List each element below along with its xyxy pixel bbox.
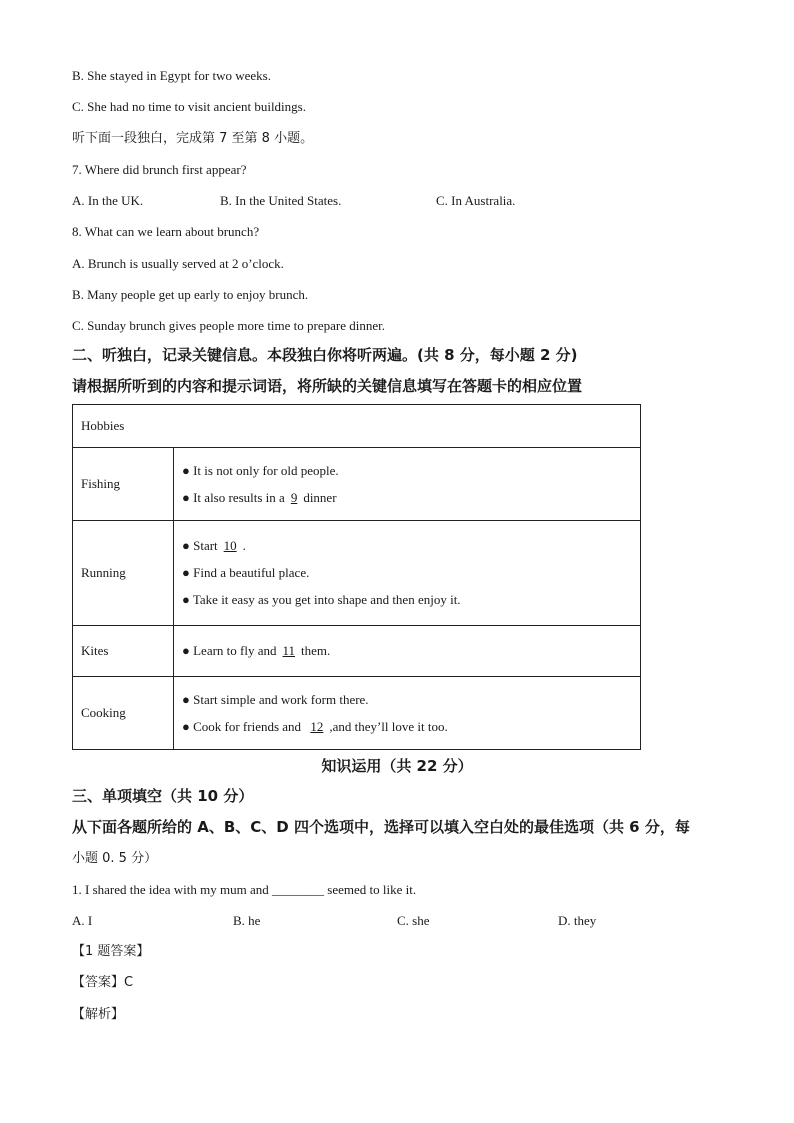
fishing-bullet-2	[182, 489, 632, 507]
answer-label: 【1 题答案】	[72, 944, 150, 959]
kites-bullet-1-text: ● Learn to fly and	[182, 643, 277, 658]
kites-bullet-1	[182, 642, 632, 660]
category-fishing: Fishing	[73, 448, 174, 521]
category-cooking: Cooking	[73, 677, 174, 750]
answer-value: 【答案】C	[72, 975, 134, 990]
running-notes	[174, 521, 641, 626]
section3-instruction-1: 从下面各题所给的 A、B、C、D 四个选项中，选择可以填入空白处的最佳选项（共 6 分，每	[72, 818, 690, 836]
fishing-notes	[174, 448, 641, 521]
blank-12: 12	[310, 718, 324, 734]
analysis-label: 【解析】	[72, 1007, 125, 1022]
q6-option-b: B. She stayed in Egypt for two weeks.	[72, 68, 271, 83]
table-row	[73, 448, 641, 521]
q8-question: 8. What can we learn about brunch?	[72, 224, 260, 239]
q6-option-c: C. She had no time to visit ancient buildings.	[72, 99, 306, 114]
q8-option-b: B. Many people get up early to enjoy brunch.	[72, 287, 309, 302]
q1-option-d: D. they	[558, 913, 597, 928]
q1-option-a: A. I	[72, 913, 93, 928]
cooking-bullet-1: ● Start simple and work form there.	[182, 691, 369, 707]
running-bullet-1-text: ● Start	[182, 538, 218, 553]
q1-question: 1. I shared the idea with my mum and ________ seemed to like it.	[72, 882, 417, 897]
section3-title: 三、单项填空（共 10 分）	[72, 787, 254, 805]
q8-option-c: C. Sunday brunch gives people more time to prepare dinner.	[72, 318, 386, 333]
table-row	[73, 677, 641, 750]
section3-instruction-2: 小题 0. 5 分）	[72, 851, 158, 866]
q1-option-c: C. she	[397, 913, 430, 928]
knowledge-title: 知识运用（共 22 分）	[321, 757, 473, 775]
fishing-bullet-1: ● It is not only for old people.	[182, 462, 339, 478]
running-bullet-2: ● Find a beautiful place.	[182, 565, 310, 580]
q7-option-b: B. In the United States.	[220, 193, 342, 208]
section2-title: 二、听独白，记录关键信息。本段独白你将听两遍。(共 8 分，每小题 2 分)	[72, 346, 578, 364]
blank-11: 11	[282, 643, 296, 658]
blank-9: 9	[290, 489, 298, 505]
q7-question: 7. Where did brunch first appear?	[72, 162, 247, 177]
category-kites: Kites	[73, 626, 174, 677]
cooking-bullet-2-tail: ,and they’ll love it too.	[329, 718, 448, 734]
table-row	[73, 521, 641, 626]
hobbies-table	[72, 404, 641, 750]
section2-instruction: 请根据所听到的内容和提示词语，将所缺的关键信息填写在答题卡的相应位置	[72, 377, 583, 395]
running-bullet-3: ● Take it easy as you get into shape and then enjoy it.	[182, 592, 461, 607]
listening-instruction: 听下面一段独白，完成第 7 至第 8 小题。	[72, 131, 314, 146]
kites-bullet-1-tail: them.	[301, 643, 331, 658]
q8-option-a: A. Brunch is usually served at 2 o’clock.	[72, 256, 284, 271]
running-bullet-1-tail: .	[242, 538, 246, 553]
fishing-bullet-2-text: ● It also results in a	[182, 489, 285, 505]
cooking-bullet-2	[182, 718, 632, 736]
q1-option-b: B. he	[233, 913, 261, 928]
category-running: Running	[73, 521, 174, 626]
kites-notes	[174, 626, 641, 677]
fishing-bullet-2-tail: dinner	[303, 489, 337, 505]
cooking-bullet-2-text: ● Cook for friends and	[182, 718, 305, 734]
q7-option-c: C. In Australia.	[436, 193, 516, 208]
running-bullet-1	[182, 537, 632, 555]
cooking-notes	[174, 677, 641, 750]
blank-10: 10	[223, 538, 237, 553]
table-header-row	[73, 405, 641, 448]
q7-option-a: A. In the UK.	[72, 193, 144, 208]
table-header: Hobbies	[73, 405, 641, 448]
table-row	[73, 626, 641, 677]
